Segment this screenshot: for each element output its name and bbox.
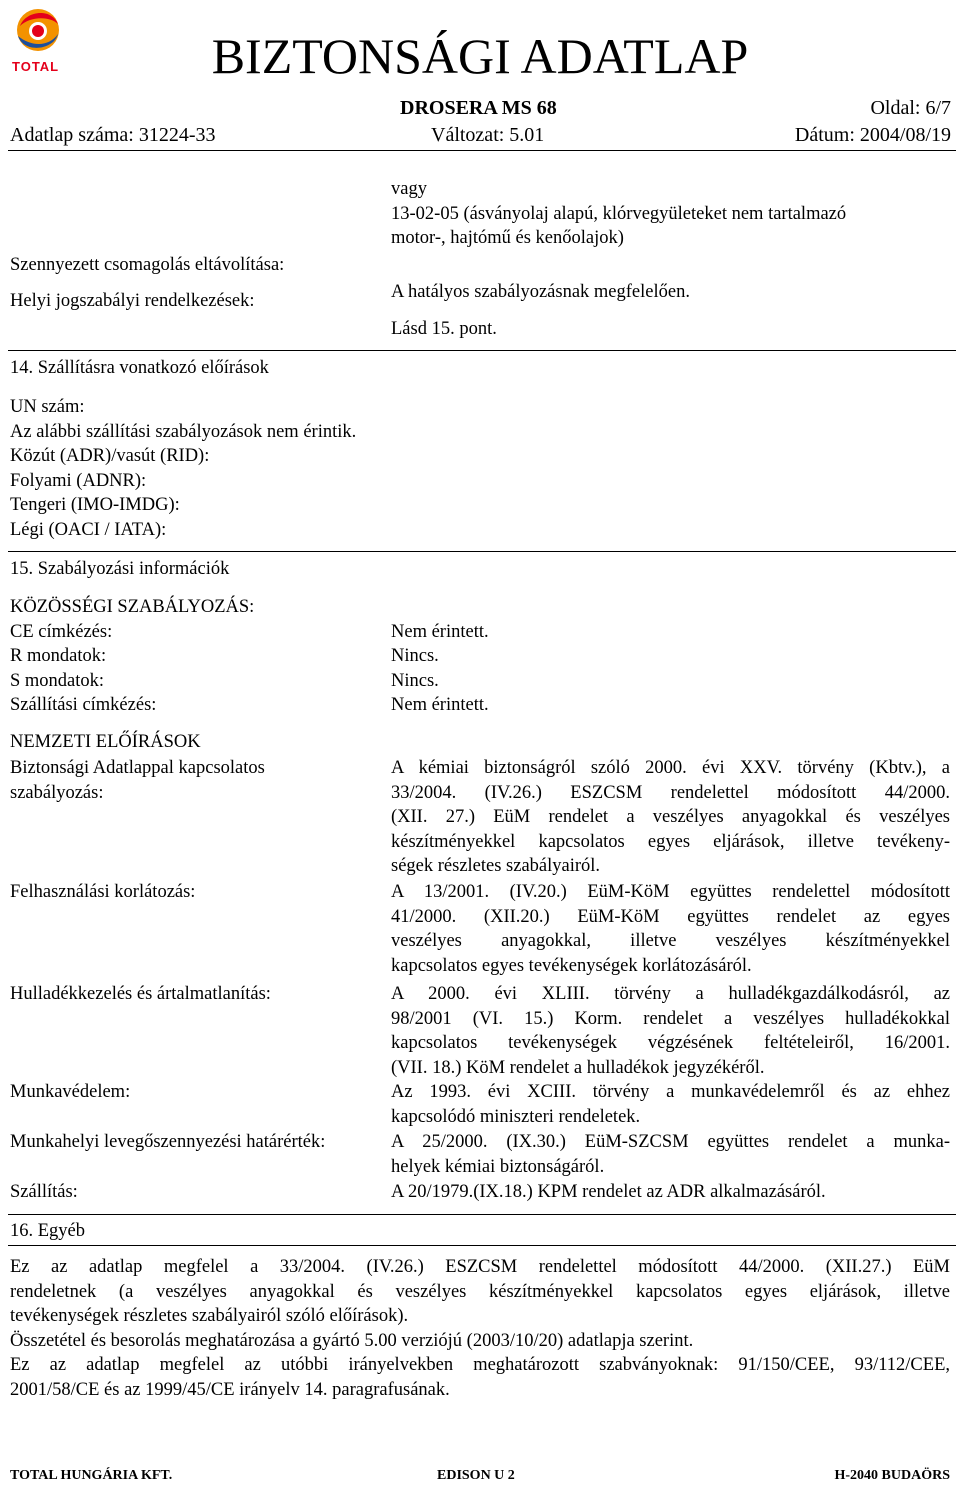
label-line: szabályozás: <box>10 782 104 803</box>
value-line: kapcsolódó miniszteri rendeletek. <box>391 1106 641 1127</box>
r-phrases-label: R mondatok: <box>10 646 107 666</box>
paragraph-line: tevékenységek részletes szabályairól szóló előírások). <box>10 1306 409 1327</box>
document-title: BIZTONSÁGI ADATLAP <box>211 28 749 84</box>
r-phrases-value: Nincs. <box>391 646 439 666</box>
value-line: kapcsolatos egyes tevékenységek korlátozásáról. <box>391 955 752 976</box>
paragraph-line: rendeletnek (a veszélyes anyagokkal és veszélyes készítményekkel kapcsolatos egyes eljárások, illetve <box>10 1281 950 1302</box>
version: Változat: 5.01 <box>431 124 545 146</box>
value-line: A 20/1979.(IX.18.) KPM rendelet az ADR alkalmazásáról. <box>391 1182 826 1202</box>
value-line: motor-, hajtómű és kenőolajok) <box>391 228 624 249</box>
packaging-label: Szennyezett csomagolás eltávolítása: <box>10 255 285 275</box>
sea-label: Tengeri (IMO-IMDG): <box>10 495 180 515</box>
value-line: vagy <box>391 179 427 199</box>
footer-address: EDISON U 2 <box>437 1468 515 1483</box>
ce-labelling-value: Nem érintett. <box>391 622 489 642</box>
value-line: Az 1993. évi XCIII. törvény a munkavédelemről és az ehhez <box>391 1082 950 1102</box>
sds-regulation-label <box>10 756 265 805</box>
transport-regulation-value <box>391 1180 950 1205</box>
transport-labelling-value: Nem érintett. <box>391 695 489 715</box>
section-rule <box>8 1214 956 1215</box>
footer-company: TOTAL HUNGÁRIA KFT. <box>10 1468 173 1483</box>
other-info-paragraph <box>10 1255 950 1403</box>
s-phrases-label: S mondatok: <box>10 671 105 691</box>
value-line: A 2000. évi XLIII. törvény a hulladékgazdálkodásról, az <box>391 984 950 1004</box>
label-line: Biztonsági Adatlappal kapcsolatos <box>10 758 265 778</box>
value-line: helyek kémiai biztonságáról. <box>391 1156 605 1177</box>
value-line: 98/2001 (VI. 15.) Korm. rendelet a veszélyes hulladékokkal <box>391 1008 950 1029</box>
un-number-label: UN szám: <box>10 397 85 417</box>
usage-restriction-label: Felhasználási korlátozás: <box>10 882 196 902</box>
section-rule <box>8 1245 956 1246</box>
transport-labelling-label: Szállítási címkézés: <box>10 695 157 715</box>
air-limit-value <box>391 1130 950 1179</box>
air-limit-label: Munkahelyi levegőszennyezési határérték: <box>10 1132 326 1152</box>
national-regulations-heading: NEMZETI ELŐÍRÁSOK <box>10 732 201 752</box>
section-rule <box>8 551 956 552</box>
page-number: Oldal: 6/7 <box>870 97 951 119</box>
section-rule <box>8 350 956 351</box>
section-14-heading: 14. Szállításra vonatkozó előírások <box>10 358 269 378</box>
air-label: Légi (OACI / IATA): <box>10 520 167 540</box>
paragraph-line: Összetétel és besorolás meghatározása a gyártó 5.00 verziójú (2003/10/20) adatlapja szerint. <box>10 1330 694 1351</box>
waste-treatment-label: Hulladékkezelés és ártalmatlanítás: <box>10 984 271 1004</box>
paragraph-line: Ez az adatlap megfelel az utóbbi irányelvekben meghatározott szabványoknak: 91/150/CEE, 93/112/CEE, <box>10 1355 950 1376</box>
footer-city: H-2040 BUDAÖRS <box>834 1468 950 1483</box>
see-section-note: Lásd 15. pont. <box>391 319 497 339</box>
value-line: A 13/2001. (IV.20.) EüM-KöM együttes rendelettel módosított <box>391 882 950 902</box>
value-line: 13-02-05 (ásványolaj alapú, klórvegyületeket nem tartalmazó <box>391 203 847 224</box>
value-line: A kémiai biztonságról szóló 2000. évi XXV. törvény (Kbtv.), a <box>391 758 950 778</box>
s-phrases-value: Nincs. <box>391 671 439 691</box>
value-line: ségek részletes szabályairól. <box>391 856 601 877</box>
value-line: A 25/2000. (IX.30.) EüM-SZCSM együttes rendelet a munka- <box>391 1132 950 1152</box>
eu-regulation-heading: KÖZÖSSÉGI SZABÁLYOZÁS: <box>10 597 255 617</box>
sheet-number: Adatlap száma: 31224-33 <box>10 124 216 146</box>
sds-regulation-value <box>391 756 950 879</box>
inland-waterway-label: Folyami (ADNR): <box>10 471 147 491</box>
transport-note: Az alábbi szállítási szabályozások nem érintik. <box>10 422 357 442</box>
occupational-safety-value <box>391 1080 950 1129</box>
paragraph-line: 2001/58/CE és az 1999/45/CE irányelv 14. paragrafusának. <box>10 1379 450 1400</box>
section-15-heading: 15. Szabályozási információk <box>10 559 230 579</box>
local-regulations-label: Helyi jogszabályi rendelkezések: <box>10 291 255 311</box>
occupational-safety-label: Munkavédelem: <box>10 1082 131 1102</box>
value-line: (XII. 27.) EüM rendelet a veszélyes anyagokkal és veszélyes <box>391 807 950 828</box>
transport-regulation-label: Szállítás: <box>10 1182 78 1202</box>
value-line: veszélyes anyagokkal, illetve veszélyes készítményekkel <box>391 931 950 952</box>
ce-labelling-label: CE címkézés: <box>10 622 113 642</box>
header-rule <box>8 150 956 151</box>
section-16-heading: 16. Egyéb <box>10 1221 86 1241</box>
value-line: kapcsolatos tevékenységek végzésének feltételeiről, 16/2001. <box>391 1033 950 1054</box>
local-regulations-value: A hatályos szabályozásnak megfelelően. <box>391 282 690 302</box>
product-name: DROSERA MS 68 <box>400 97 557 119</box>
usage-restriction-value <box>391 880 950 978</box>
waste-treatment-value <box>391 982 950 1080</box>
road-rail-label: Közút (ADR)/vasút (RID): <box>10 446 210 466</box>
date: Dátum: 2004/08/19 <box>794 124 951 146</box>
logo-text: TOTAL <box>12 59 60 74</box>
value-line: 41/2000. (XII.20.) EüM-KöM együttes rendelet az egyes <box>391 906 950 927</box>
value-line: 33/2004. (IV.26.) ESZCSM rendelettel módosított 44/2000. <box>391 782 950 803</box>
disposal-code-text <box>391 177 950 251</box>
value-line: készítményekkel kapcsolatos egyes eljárások, illetve tevékeny- <box>391 831 950 852</box>
paragraph-line: Ez az adatlap megfelel a 33/2004. (IV.26.) ESZCSM rendelettel módosított 44/2000. (XII.27.) EüM <box>10 1257 950 1277</box>
value-line: (VII. 18.) KöM rendelet a hulladékok jegyzékéről. <box>391 1057 765 1078</box>
